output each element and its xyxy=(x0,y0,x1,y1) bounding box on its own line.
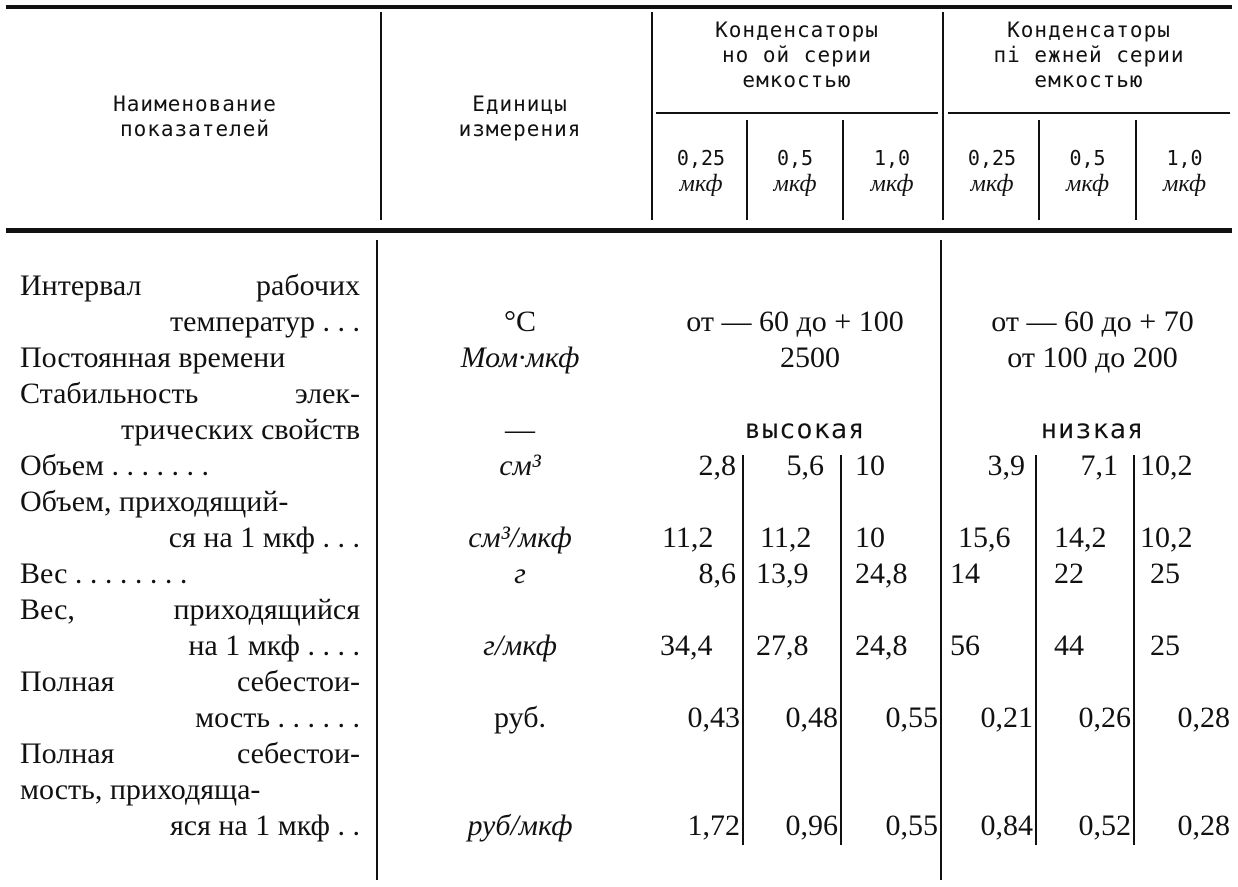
row-cost-label-line1: Полная себестои- xyxy=(20,665,360,698)
vline-new-old-body xyxy=(940,240,942,880)
row-temp-old: от — 60 до + 70 xyxy=(991,305,1194,338)
row-timeconst-label: Постоянная времени xyxy=(20,341,286,374)
header-bottom-rule xyxy=(6,228,1232,233)
value-volume-per-new-05: 11,2 xyxy=(760,521,812,554)
value-cost-new-10: 0,55 xyxy=(885,701,938,734)
value-volume-per-old-10: 10,2 xyxy=(1140,521,1193,554)
cap-old-05: 0,5 мкф xyxy=(1066,146,1109,197)
row-volume-per-label-line2: ся на 1 мкф . . . xyxy=(168,521,360,554)
cap-old-10: 1,0 мкф xyxy=(1163,146,1206,197)
value-volume-new-025: 2,8 xyxy=(698,449,736,482)
value-cost-old-025: 0,21 xyxy=(980,701,1033,734)
value-cost-new-025: 0,43 xyxy=(687,701,740,734)
top-rule xyxy=(6,5,1232,9)
row-timeconst-new: 2500 xyxy=(780,341,840,374)
row-stability-label-line2: трических свойств xyxy=(120,413,360,446)
value-weight-old-10: 25 xyxy=(1150,557,1180,590)
value-cost-per-new-10: 0,55 xyxy=(885,809,938,842)
row-cost-label-line2: мость . . . . . . xyxy=(195,701,360,734)
value-weight-new-10: 24,8 xyxy=(855,557,908,590)
value-cost-old-05: 0,26 xyxy=(1078,701,1131,734)
row-stability-new: высокая xyxy=(744,414,866,445)
row-volume-per-label-line1: Объем, приходящий- xyxy=(20,485,289,518)
value-weight-new-05: 13,9 xyxy=(756,557,809,590)
value-cost-old-10: 0,28 xyxy=(1177,701,1230,734)
vline-name-units xyxy=(380,12,382,220)
cap-new-10: 1,0 мкф xyxy=(870,146,914,197)
row-volume-label: Объем . . . . . . . xyxy=(20,449,209,482)
group-new-underline xyxy=(656,112,938,114)
header-col-name: Наименование показателей xyxy=(113,92,277,141)
value-cost-per-old-025: 0,84 xyxy=(980,809,1033,842)
value-weight-per-new-05: 27,8 xyxy=(756,629,809,662)
header-group-old: Конденсаторы пі ежней серии емкостью xyxy=(993,18,1185,92)
value-volume-per-new-10: 10 xyxy=(855,521,885,554)
value-weight-per-old-10: 25 xyxy=(1150,629,1180,662)
vline-body-new-2 xyxy=(840,455,842,845)
row-cost-per-label-line2: мость, приходяща- xyxy=(20,773,261,806)
vline-body-new-1 xyxy=(742,455,744,845)
row-temp-label-line2: температур . . . xyxy=(169,305,360,338)
row-temp-new: от — 60 до + 100 xyxy=(686,305,904,338)
value-volume-per-new-025: 11,2 xyxy=(662,521,714,554)
row-weight-label: Вес . . . . . . . . xyxy=(20,557,188,590)
row-volume-per-unit: см³/мкф xyxy=(468,521,572,554)
row-weight-per-unit: г/мкф xyxy=(483,629,557,662)
value-cost-per-old-10: 0,28 xyxy=(1177,809,1230,842)
value-volume-old-10: 10,2 xyxy=(1140,449,1193,482)
value-weight-old-025: 14 xyxy=(950,557,980,590)
row-cost-per-label-line3: яся на 1 мкф . . xyxy=(169,809,360,842)
value-volume-old-025: 3,9 xyxy=(987,449,1025,482)
value-weight-new-025: 8,6 xyxy=(698,557,736,590)
row-temp-label-line1: Интервал рабочих xyxy=(20,269,360,302)
value-cost-new-05: 0,48 xyxy=(785,701,838,734)
group-old-underline xyxy=(948,112,1230,114)
value-volume-new-10: 10 xyxy=(855,449,885,482)
vline-units-new xyxy=(651,12,653,220)
header-col-units: Единицы измерения xyxy=(458,92,582,141)
row-cost-per-unit: руб/мкф xyxy=(467,809,573,842)
cap-new-05: 0,5 мкф xyxy=(773,146,817,197)
value-volume-per-old-05: 14,2 xyxy=(1054,521,1107,554)
value-volume-old-05: 7,1 xyxy=(1080,449,1118,482)
header-group-new: Конденсаторы но ой серии емкостью xyxy=(715,18,879,92)
row-stability-old: низкая xyxy=(1040,414,1145,445)
row-temp-unit: °C xyxy=(503,305,536,338)
row-weight-per-label-line2: на 1 мкф . . . . xyxy=(188,629,360,662)
value-cost-per-old-05: 0,52 xyxy=(1078,809,1131,842)
row-weight-per-label-line1: Вес, приходящийся xyxy=(20,593,360,626)
row-volume-unit: см³ xyxy=(499,449,541,482)
value-weight-per-old-05: 44 xyxy=(1054,629,1084,662)
value-cost-per-new-05: 0,96 xyxy=(785,809,838,842)
value-weight-per-new-025: 34,4 xyxy=(660,629,713,662)
vline-body-old-2 xyxy=(1133,455,1135,845)
row-cost-per-label-line1: Полная себестои- xyxy=(20,737,360,770)
row-timeconst-old: от 100 до 200 xyxy=(1007,341,1178,374)
value-weight-per-old-025: 56 xyxy=(950,629,980,662)
vline-name-units-body xyxy=(376,240,378,880)
value-cost-per-new-025: 1,72 xyxy=(687,809,740,842)
cap-old-025: 0,25 мкф xyxy=(967,146,1017,197)
row-timeconst-unit: Мом·мкф xyxy=(460,341,580,374)
vline-body-old-1 xyxy=(1035,455,1037,845)
row-stability-label-line1: Стабильность элек- xyxy=(20,377,360,410)
row-stability-unit: — xyxy=(505,413,535,446)
value-weight-per-new-10: 24,8 xyxy=(855,629,908,662)
value-volume-new-05: 5,6 xyxy=(786,449,824,482)
vline-new-old xyxy=(942,12,944,220)
row-cost-unit: руб. xyxy=(494,701,546,734)
value-volume-per-old-025: 15,6 xyxy=(958,521,1011,554)
row-weight-unit: г xyxy=(514,557,526,590)
value-weight-old-05: 22 xyxy=(1054,557,1084,590)
cap-new-025: 0,25 мкф xyxy=(676,146,726,197)
